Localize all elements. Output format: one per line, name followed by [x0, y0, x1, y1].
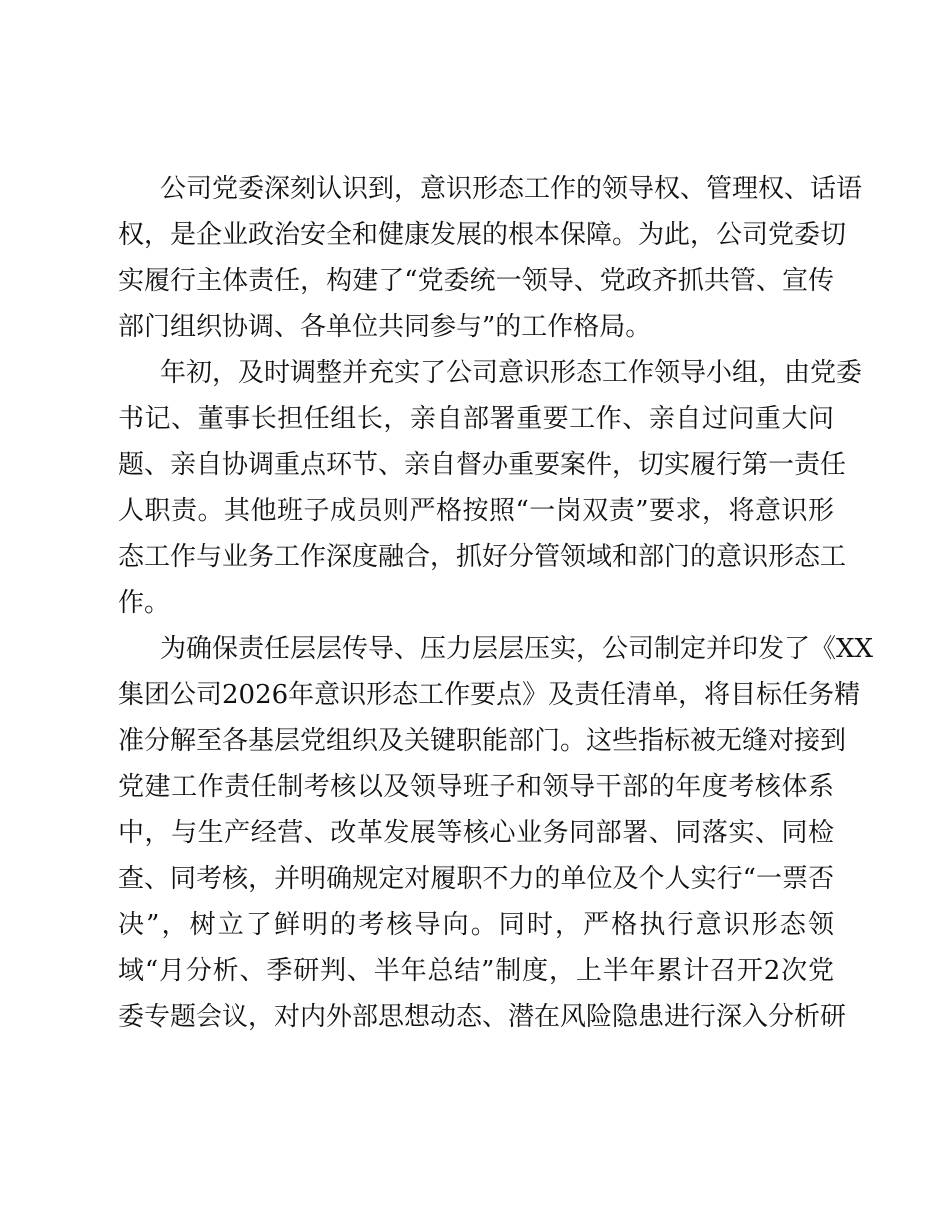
- text-line: 为确保责任层层传导、压力层层压实，公司制定并印发了《XX: [160, 634, 874, 664]
- text-line: 题、亲自协调重点环节、亲自督办重要案件，切实履行第一责任: [118, 450, 847, 480]
- text-line: 查、同考核，并明确规定对履职不力的单位及个人实行“一票否: [118, 864, 834, 894]
- text-line: 决”，树立了鲜明的考核导向。同时，严格执行意识形态领: [118, 910, 834, 940]
- text-line: 年初，及时调整并充实了公司意识形态工作领导小组，由党委: [160, 358, 863, 388]
- paragraph: [118, 166, 863, 350]
- text-line: 准分解至各基层党组织及关键职能部门。这些指标被无缝对接到: [118, 726, 847, 756]
- document-body: [118, 166, 874, 1040]
- paragraph: [118, 350, 863, 626]
- text-line: 集团公司2026年意识形态工作要点》及责任清单，将目标任务精: [118, 680, 861, 710]
- text-line: 人职责。其他班子成员则严格按照“一岗双责”要求，将意识形: [118, 496, 834, 526]
- text-line: 中，与生产经营、改革发展等核心业务同部署、同落实、同检: [118, 818, 834, 848]
- text-line: 公司党委深刻认识到，意识形态工作的领导权、管理权、话语: [160, 174, 863, 204]
- text-line: 部门组织协调、各单位共同参与”的工作格局。: [118, 312, 652, 342]
- text-line: 作。: [118, 588, 171, 618]
- paragraph: [118, 626, 874, 1040]
- text-line: 态工作与业务工作深度融合，抓好分管领域和部门的意识形态工: [118, 542, 847, 572]
- text-line: 实履行主体责任，构建了“党委统一领导、党政齐抓共管、宣传: [118, 266, 834, 296]
- text-line: 权，是企业政治安全和健康发展的根本保障。为此，公司党委切: [118, 220, 847, 250]
- text-line: 域“月分析、季研判、半年总结”制度，上半年累计召开2次党: [118, 956, 834, 986]
- text-line: 委专题会议，对内外部思想动态、潜在风险隐患进行深入分析研: [118, 1002, 847, 1032]
- text-line: 书记、董事长担任组长，亲自部署重要工作、亲自过问重大问: [118, 404, 834, 434]
- text-line: 党建工作责任制考核以及领导班子和领导干部的年度考核体系: [118, 772, 834, 802]
